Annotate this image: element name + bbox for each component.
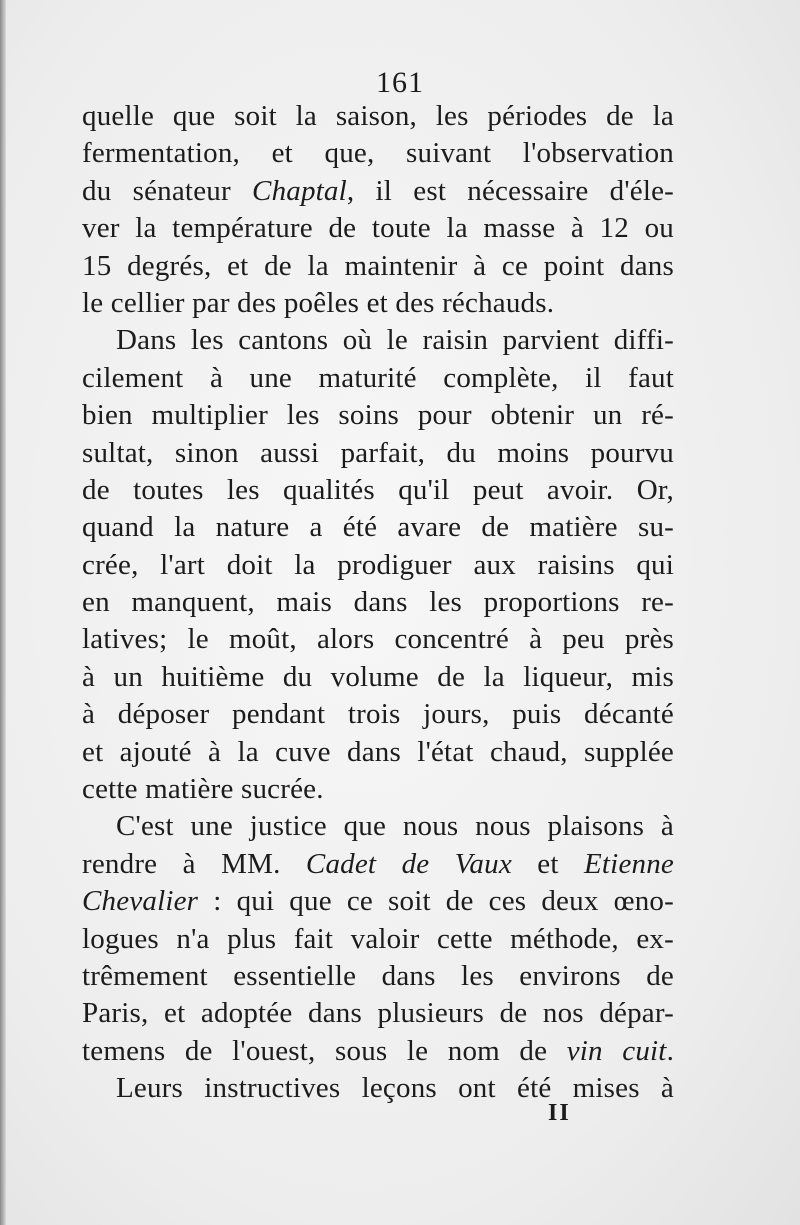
text-line: Chevalier : qui que ce soit de ces deux œno- [82, 885, 674, 918]
text-line: et ajouté à la cuve dans l'état chaud, supplée [82, 735, 674, 768]
text-line: ver la température de toute la masse à 12 ou [82, 212, 674, 245]
text-line: quand la nature a été avare de matière su- [82, 511, 674, 544]
text-line: temens de l'ouest, sous le nom de vin cuit. [82, 1034, 674, 1067]
text-line: Dans les cantons où le raisin parvient diffi- [116, 324, 674, 357]
text-line: trêmement essentielle dans les environs de [82, 959, 674, 992]
text-line: crée, l'art doit la prodiguer aux raisins qui [82, 548, 674, 581]
text-line: cilement à une maturité complète, il faut [82, 361, 674, 394]
text-line: 15 degrés, et de la maintenir à ce point dans [82, 249, 674, 282]
text-line: Leurs instructives leçons ont été mises à [116, 1072, 674, 1105]
text-line: à déposer pendant trois jours, puis décanté [82, 698, 674, 731]
text-line: en manquent, mais dans les proportions re- [82, 586, 674, 619]
text-line: cette matière sucrée. [82, 773, 324, 806]
text-line: le cellier par des poêles et des réchauds. [82, 286, 555, 319]
page-edge-shadow [0, 0, 6, 1225]
text-line: rendre à MM. Cadet de Vaux et Etienne [82, 847, 674, 880]
page-number: 161 [376, 66, 424, 99]
text-line: à un huitième du volume de la liqueur, mis [82, 660, 674, 693]
text-line: bien multiplier les soins pour obtenir un ré- [82, 399, 674, 432]
text-line: fermentation, et que, suivant l'observation [82, 137, 674, 170]
text-line: de toutes les qualités qu'il peut avoir. Or, [82, 473, 674, 506]
text-line: C'est une justice que nous nous plaisons à [116, 810, 674, 843]
text-line: logues n'a plus fait valoir cette méthode, ex- [82, 922, 674, 955]
text-line: du sénateur Chaptal, il est nécessaire d'éle- [82, 174, 674, 207]
text-line: sultat, sinon aussi parfait, du moins pourvu [82, 436, 674, 469]
text-line: Paris, et adoptée dans plusieurs de nos dépar- [82, 997, 674, 1030]
body-text [82, 98, 674, 1108]
text-line: latives; le moût, alors concentré à peu près [82, 623, 674, 656]
signature-mark: II [548, 1100, 571, 1126]
text-line: quelle que soit la saison, les périodes de la [82, 100, 674, 132]
